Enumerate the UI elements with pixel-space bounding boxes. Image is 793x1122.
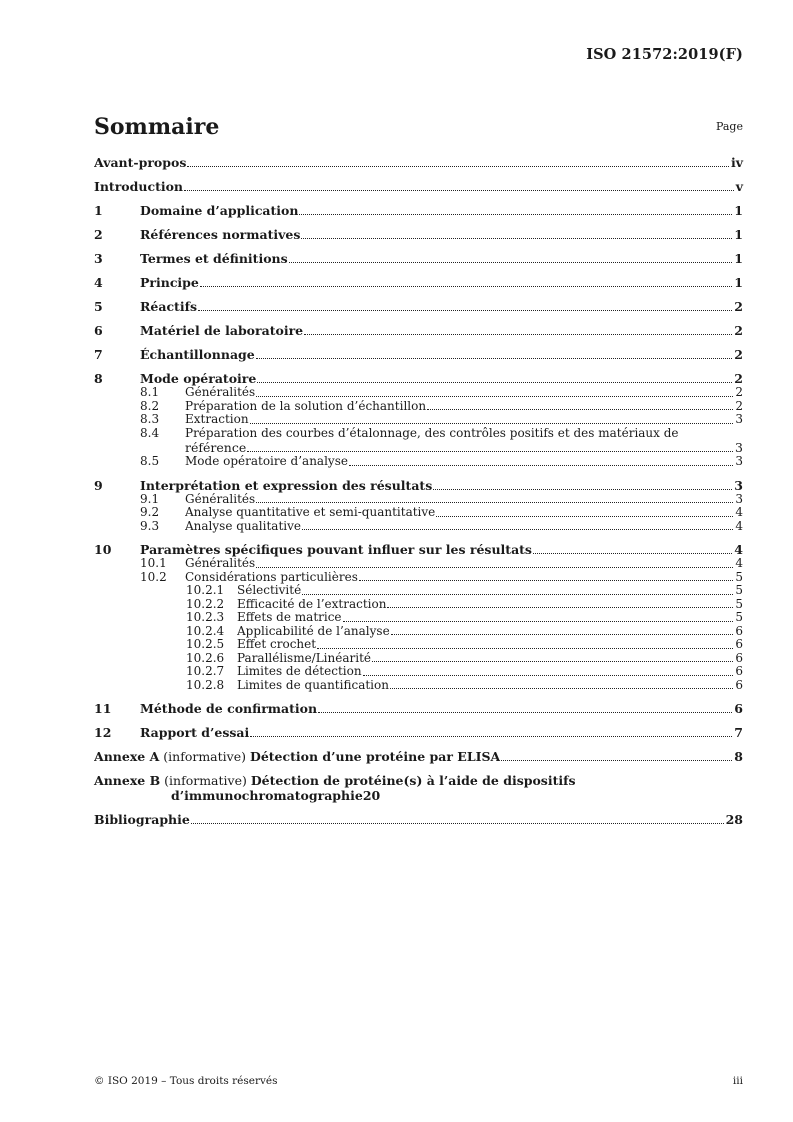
dot-leader — [391, 633, 734, 635]
toc-entry-subsection-9-2[interactable] — [94, 506, 743, 520]
dot-leader — [427, 408, 733, 410]
toc-entry-title-line2: référence — [185, 440, 247, 455]
toc-entry-title: Analyse qualitative — [185, 519, 301, 533]
subsubsection-number: 10.2.6 — [186, 650, 225, 665]
toc-entry-page: 20 — [362, 788, 381, 803]
toc-entry-page: 5 — [735, 569, 743, 584]
dot-leader — [256, 357, 733, 359]
toc-entry-section-12[interactable] — [94, 725, 743, 740]
dot-leader — [247, 450, 733, 452]
toc-entry-section-1[interactable] — [94, 203, 743, 218]
toc-entry-page: 3 — [735, 491, 743, 506]
toc-entry-title: Généralités — [185, 492, 256, 506]
toc-entry-section-2[interactable] — [94, 227, 743, 242]
toc-entry-title: Termes et définitions — [140, 251, 288, 266]
toc-entry-page: iv — [730, 155, 743, 170]
section-number: 8 — [94, 371, 103, 386]
toc-entry-page: 5 — [735, 610, 743, 624]
toc-entry-subsection-9-1[interactable] — [94, 493, 743, 507]
toc-entry-subsubsection-10-2-7[interactable] — [94, 665, 743, 679]
dot-leader — [433, 488, 732, 490]
toc-entry-page: 1 — [734, 203, 743, 218]
toc-entry-page: 2 — [735, 385, 743, 399]
section-number: 4 — [94, 275, 103, 290]
footer-copyright: © ISO 2019 – Tous droits réservés — [94, 1075, 278, 1087]
document-identifier: ISO 21572:2019(F) — [586, 46, 743, 63]
toc-entry-title: Domaine d’application — [140, 203, 299, 218]
toc-entry-title: Rapport d’essai — [140, 725, 250, 740]
dot-leader — [198, 309, 732, 311]
dot-leader — [318, 711, 732, 713]
toc-entry-section-4[interactable] — [94, 275, 743, 290]
annexe-title: Détection d’une protéine par ELISA — [249, 749, 501, 764]
toc-entry-title: Réactifs — [140, 299, 197, 314]
toc-entry-title: Paramètres spécifiques pouvant influer sur les résultats — [140, 542, 532, 557]
toc-entry-page: 4 — [735, 556, 743, 570]
section-number: 11 — [94, 701, 112, 716]
toc-entry-title: Applicabilité de l’analyse — [237, 624, 390, 638]
subsection-number: 8.2 — [140, 398, 160, 413]
dot-leader — [302, 593, 733, 595]
toc-entry-annexe-a[interactable] — [94, 749, 743, 764]
dot-leader — [387, 606, 733, 608]
toc-entry-subsection-10-2[interactable] — [94, 571, 743, 585]
toc-entry-title: Principe — [140, 275, 199, 290]
toc-entry-title: Considérations particulières — [185, 570, 358, 584]
toc-entry-subsubsection-10-2-4[interactable] — [94, 625, 743, 639]
dot-leader — [363, 674, 734, 676]
section-number: 12 — [94, 725, 112, 740]
dot-leader — [304, 333, 732, 335]
toc-entry-section-9[interactable] — [94, 478, 743, 493]
toc-entry-page: 2 — [734, 323, 743, 338]
toc-entry-title: Méthode de confirmation — [140, 701, 318, 716]
toc-entry-page: 3 — [734, 477, 743, 493]
toc-entry-page: 4 — [735, 505, 743, 519]
toc-entry-title: Mode opératoire d’analyse — [185, 455, 348, 468]
toc-entry-section-11[interactable] — [94, 701, 743, 716]
toc-entry-title: Avant-propos — [94, 155, 187, 170]
toc-entry-title: Effets de matrice — [237, 611, 342, 624]
toc-entry-subsection-8-3[interactable] — [94, 413, 743, 427]
dot-leader — [359, 579, 734, 581]
subsubsection-number: 10.2.7 — [186, 664, 225, 678]
toc-entry-page: 5 — [735, 596, 743, 611]
toc-entry-page: 6 — [735, 650, 743, 665]
section-number: 7 — [94, 347, 103, 362]
toc-entry-title: Effet crochet — [237, 638, 317, 651]
toc-entry-title: Limites de détection — [237, 665, 362, 678]
toc-entry-subsubsection-10-2-1[interactable] — [94, 584, 743, 598]
toc-entry-subsection-9-3[interactable] — [94, 520, 743, 534]
toc-entry-page: 6 — [735, 664, 743, 678]
toc-entry-page: 6 — [735, 637, 743, 651]
toc-entry-page: 2 — [734, 371, 743, 386]
toc-entry-subsection-8-1[interactable] — [94, 386, 743, 400]
toc-entry-page: 2 — [734, 299, 743, 314]
subsubsection-number: 10.2.8 — [186, 677, 225, 692]
dot-leader — [317, 647, 733, 649]
toc-entry-page: 3 — [735, 454, 743, 468]
subsection-number: 9.3 — [140, 518, 160, 533]
toc-entry-bibliographie[interactable] — [94, 812, 743, 827]
toc-entry-page: 4 — [735, 518, 743, 533]
toc-entry-title: Échantillonnage — [140, 347, 255, 362]
toc-entry-page: v — [735, 179, 743, 194]
subsection-number: 8.1 — [140, 385, 160, 399]
footer-page-number: iii — [732, 1075, 743, 1087]
dot-leader — [372, 660, 733, 662]
toc-entry-title-line1: Préparation des courbes d’étalonnage, des contrôles positifs et des matériaux de — [185, 425, 679, 440]
dot-leader — [349, 464, 733, 466]
dot-leader — [256, 501, 733, 503]
toc-entry-subsubsection-10-2-3[interactable] — [94, 611, 743, 625]
dot-leader — [250, 422, 734, 424]
toc-entry-page: 8 — [734, 749, 743, 764]
dot-leader — [390, 687, 733, 689]
dot-leader — [501, 759, 732, 761]
annexe-title-line2: d’immunochromatographie — [171, 788, 363, 803]
toc-entry-section-5[interactable] — [94, 299, 743, 314]
toc-entry-title: Généralités — [185, 386, 256, 399]
dot-leader — [256, 395, 733, 397]
toc-entry-title: Limites de quantification — [237, 678, 389, 692]
dot-leader — [289, 261, 733, 263]
table-of-contents — [94, 155, 743, 827]
toc-entry-avant-propos[interactable] — [94, 155, 743, 170]
toc-entry-section-6[interactable] — [94, 323, 743, 338]
toc-entry-subsubsection-10-2-6[interactable] — [94, 652, 743, 666]
annexe-title-line1: Détection de protéine(s) à l’aide de dispositifs — [250, 773, 576, 788]
annexe-label: Annexe A — [94, 749, 160, 764]
toc-entry-title: Introduction — [94, 179, 184, 194]
annexe-kind: (informative) — [164, 773, 247, 788]
toc-entry-subsubsection-10-2-2[interactable] — [94, 598, 743, 612]
toc-entry-page: 1 — [734, 227, 743, 242]
toc-entry-section-7[interactable] — [94, 347, 743, 362]
toc-entry-section-8[interactable] — [94, 371, 743, 386]
toc-entry-title: Efficacité de l’extraction — [237, 597, 387, 611]
section-number: 1 — [94, 203, 103, 218]
toc-entry-page: 28 — [725, 812, 743, 827]
toc-entry-page: 2 — [735, 398, 743, 413]
section-number: 2 — [94, 227, 103, 242]
toc-entry-title: Généralités — [185, 557, 256, 570]
dot-leader — [250, 735, 732, 737]
subsubsection-number: 10.2.1 — [186, 583, 225, 597]
subsection-number: 8.3 — [140, 412, 160, 426]
dot-leader — [256, 566, 733, 568]
toc-entry-subsubsection-10-2-8[interactable] — [94, 679, 743, 693]
subsubsection-number: 10.2.2 — [186, 596, 225, 611]
dot-leader — [436, 515, 733, 517]
toc-entry-page: 6 — [734, 701, 743, 716]
toc-entry-title: Analyse quantitative et semi-quantitative — [185, 506, 436, 519]
annexe-label: Annexe B — [94, 773, 161, 788]
toc-entry-page: 3 — [735, 440, 743, 455]
subsection-number: 8.4 — [140, 425, 160, 440]
toc-heading: Sommaire — [94, 114, 220, 140]
toc-entry-subsection-8-4[interactable] — [94, 427, 743, 456]
toc-entry-page: 1 — [734, 275, 743, 290]
section-number: 10 — [94, 542, 112, 557]
toc-entry-page: 4 — [734, 542, 743, 557]
subsection-number: 10.2 — [140, 569, 167, 584]
subsection-number: 9.2 — [140, 505, 160, 519]
dot-leader — [343, 620, 734, 622]
toc-entry-subsection-10-1[interactable] — [94, 557, 743, 571]
section-number: 9 — [94, 477, 103, 493]
toc-entry-page: 1 — [734, 251, 743, 266]
toc-entry-title: Mode opératoire — [140, 371, 257, 386]
page-column-label: Page — [715, 120, 743, 133]
annexe-kind: (informative) — [163, 749, 246, 764]
dot-leader — [184, 189, 734, 191]
subsection-number: 9.1 — [140, 491, 160, 506]
subsubsection-number: 10.2.3 — [186, 610, 225, 624]
section-number: 6 — [94, 323, 103, 338]
toc-entry-subsection-8-5[interactable] — [94, 455, 743, 469]
toc-entry-page: 6 — [735, 677, 743, 692]
toc-entry-subsubsection-10-2-5[interactable] — [94, 638, 743, 652]
section-number: 3 — [94, 251, 103, 266]
toc-entry-section-10[interactable] — [94, 542, 743, 557]
dot-leader — [302, 528, 733, 530]
toc-entry-introduction[interactable] — [94, 179, 743, 194]
toc-entry-page: 2 — [734, 347, 743, 362]
toc-entry-section-3[interactable] — [94, 251, 743, 266]
toc-entry-title: Extraction — [185, 413, 249, 426]
dot-leader — [299, 213, 732, 215]
toc-entry-title: Références normatives — [140, 227, 301, 242]
toc-entry-page: 3 — [735, 412, 743, 426]
subsection-number: 8.5 — [140, 454, 160, 468]
toc-entry-title: Parallélisme/Linéarité — [237, 651, 372, 665]
toc-entry-annexe-b[interactable] — [94, 773, 743, 803]
toc-entry-title: Interprétation et expression des résultats — [140, 477, 433, 493]
toc-entry-page: 5 — [735, 583, 743, 597]
toc-entry-page: 7 — [734, 725, 743, 740]
subsection-number: 10.1 — [140, 556, 167, 570]
dot-leader — [533, 552, 732, 554]
toc-entry-title: Bibliographie — [94, 812, 190, 827]
subsubsection-number: 10.2.5 — [186, 637, 225, 651]
toc-entry-title: Sélectivité — [237, 584, 302, 597]
dot-leader — [191, 822, 724, 824]
toc-entry-title: Matériel de laboratoire — [140, 323, 304, 338]
subsubsection-number: 10.2.4 — [186, 623, 225, 638]
dot-leader — [187, 165, 729, 167]
toc-entry-page: 6 — [735, 623, 743, 638]
toc-entry-subsection-8-2[interactable] — [94, 400, 743, 414]
section-number: 5 — [94, 299, 103, 314]
dot-leader — [301, 237, 732, 239]
dot-leader — [257, 381, 732, 383]
toc-entry-title: Préparation de la solution d’échantillon — [185, 399, 427, 413]
dot-leader — [200, 285, 732, 287]
